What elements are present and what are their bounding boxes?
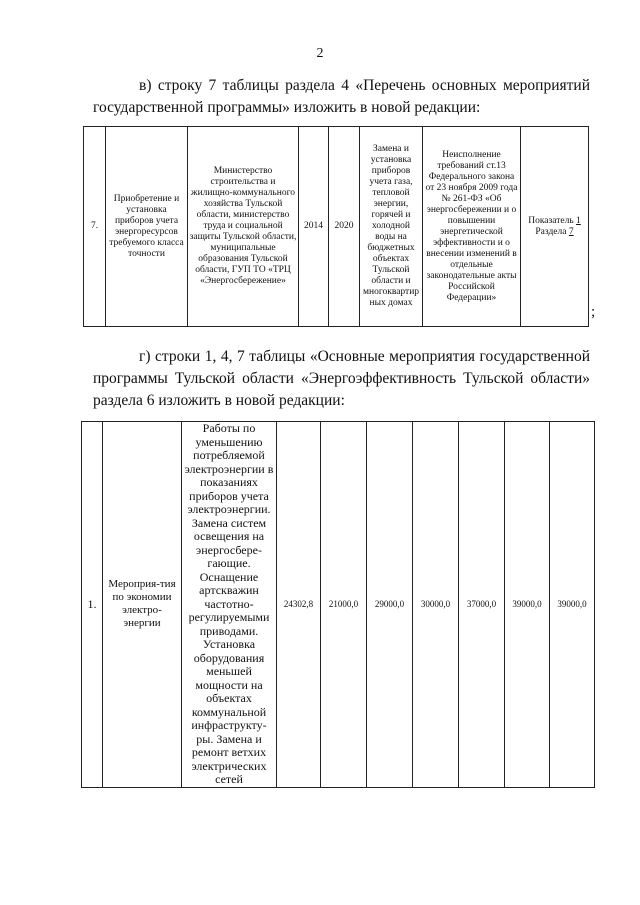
paragraph-v-line-1: в) строку 7 таблицы раздела 4 «Перечень основных мероприятий <box>139 77 590 94</box>
expected-result: Замена и установка приборов учета газа, тепловой энергии, горячей и холодной воды на бюджетных объектах Тульской области и многоквартирных домах <box>360 127 423 327</box>
indicator-prefix: Показатель <box>528 215 574 226</box>
activity-name: Мероприя-тия по экономии электро-энергии <box>103 422 182 788</box>
table-main-activities-row-1 <box>81 421 595 788</box>
semicolon: ; <box>591 304 596 320</box>
value-cell: 24302,8 <box>277 422 321 788</box>
table-activity-row-7 <box>83 126 589 327</box>
page-number: 2 <box>316 46 324 61</box>
paragraph-section-g <box>93 346 590 412</box>
activity-description: Работы по уменьшению потребляемой электроэнергии в показаниях приборов учета электроэнергии. Замена систем освещения на энергосбере-гающие. Оснащение артскважин частотно-регулируемыми приводами. Установка оборудования меньшей мощности на объектах коммунальной инфраструкту-ры. Замена и ремонт ветхих электрических сетей <box>182 422 277 788</box>
indicator-number: 1 <box>576 215 581 226</box>
value-cell: 39000,0 <box>550 422 595 788</box>
indicator-link <box>521 127 589 327</box>
value-cell: 39000,0 <box>505 422 550 788</box>
executor: Министерство строительства и жилищно-коммунального хозяйства Тульской области, министерство труда и социальной защиты Тульской области, муниципальные образования Тульской области, ГУП ТО «ТРЦ «Энергосбережение» <box>188 127 299 327</box>
value-cell: 37000,0 <box>459 422 505 788</box>
activity-name: Приобретение и установка приборов учета энергоресурсов требуемого класса точности <box>106 127 188 327</box>
indicator-section: 7 <box>568 226 574 237</box>
value-cell: 30000,0 <box>413 422 459 788</box>
row-number: 1. <box>82 422 103 788</box>
indicator-suffix: Раздела <box>535 226 567 237</box>
year-start: 2014 <box>299 127 329 327</box>
year-end: 2020 <box>329 127 360 327</box>
paragraph-g-line-3: раздела 6 изложить в новой редакции: <box>93 392 345 409</box>
value-cell: 21000,0 <box>321 422 367 788</box>
paragraph-g-line-2: программы Тульской области «Энергоэффективность Тульской области» <box>93 370 590 387</box>
value-cell: 29000,0 <box>367 422 413 788</box>
row-number: 7. <box>84 127 106 327</box>
paragraph-v-line-2: государственной программы» изложить в новой редакции: <box>93 99 481 116</box>
paragraph-section-v <box>93 75 590 119</box>
consequence: Неисполнение требований ст.13 Федерального закона от 23 ноября 2009 года № 261-ФЗ «Об энергосбережении и о повышении энергетической эффективности и о внесении изменений в отдельные законодательные акты Российской Федерации» <box>423 127 521 327</box>
paragraph-g-line-1: г) строки 1, 4, 7 таблицы «Основные мероприятия государственной <box>139 348 590 365</box>
